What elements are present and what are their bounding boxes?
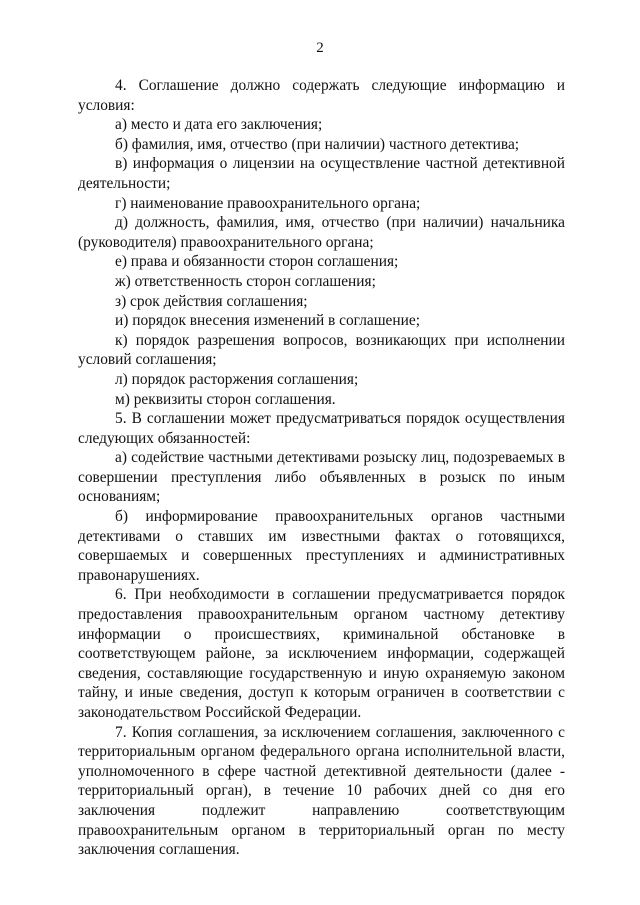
clause-4-item-b: б) фамилия, имя, отчество (при наличии) частного детектива; bbox=[115, 135, 520, 153]
clause-6: 6. При необходимости в соглашении предусматривается порядок предоставления правоохранительным органом частному детективу информации о происшествиях, криминальной обстановке в соответствующем районе, за исключением информации, содержащей сведения, составляющие государственную и иную охраняемую законом тайну, и иные сведения, доступ к которым ограничен в соответствии с законодательством Российской Федерации. bbox=[78, 586, 565, 721]
clause-4-item-zh: ж) ответственность сторон соглашения; bbox=[115, 272, 376, 290]
clause-4-item-a: а) место и дата его заключения; bbox=[115, 116, 323, 134]
clause-5-item-a: а) содействие частными детективами розыску лиц, подозреваемых в совершении преступления либо объявленных в розыск по иным основаниям; bbox=[78, 449, 565, 506]
clause-5-heading: 5. В соглашении может предусматриваться порядок осуществления следующих обязанностей: bbox=[78, 410, 565, 447]
clause-7: 7. Копия соглашения, за исключением соглашения, заключенного с территориальным органом федерального органа исполнительной власти, уполномоченного в сфере частной детективной деятельности (далее - территориальный орган), в течение 10 рабочих дней со дня его заключения подлежит направлению соответствующим правоохранительным органом в территориальный орган по месту заключения соглашения. bbox=[78, 723, 565, 859]
clause-4-item-i: и) порядок внесения изменений в соглашение; bbox=[115, 312, 420, 330]
clause-4-item-g: г) наименование правоохранительного органа; bbox=[115, 194, 421, 212]
page-number: 2 bbox=[316, 40, 324, 56]
clause-4-heading: 4. Соглашение должно содержать следующие информацию и условия: bbox=[78, 77, 565, 114]
clause-4-item-z: з) срок действия соглашения; bbox=[115, 292, 308, 310]
clause-4-item-l: л) порядок расторжения соглашения; bbox=[115, 370, 359, 388]
clause-4-item-d: д) должность, фамилия, имя, отчество (при наличии) начальника (руководителя) правоохранительного органа; bbox=[78, 214, 565, 251]
clause-4-item-v: в) информация о лицензии на осуществление частной детективной деятельности; bbox=[78, 155, 565, 192]
clause-4-item-e: е) права и обязанности сторон соглашения; bbox=[115, 253, 399, 271]
clause-5-item-b: б) информирование правоохранительных органов частными детективами о ставших им известными фактах о готовящихся, совершаемых и совершенных преступлениях и административных правонарушениях. bbox=[78, 508, 565, 584]
clause-4-item-k: к) порядок разрешения вопросов, возникающих при исполнении условий соглашения; bbox=[78, 331, 565, 369]
document-body bbox=[78, 76, 565, 860]
clause-4-item-m: м) реквизиты сторон соглашения. bbox=[115, 390, 336, 408]
